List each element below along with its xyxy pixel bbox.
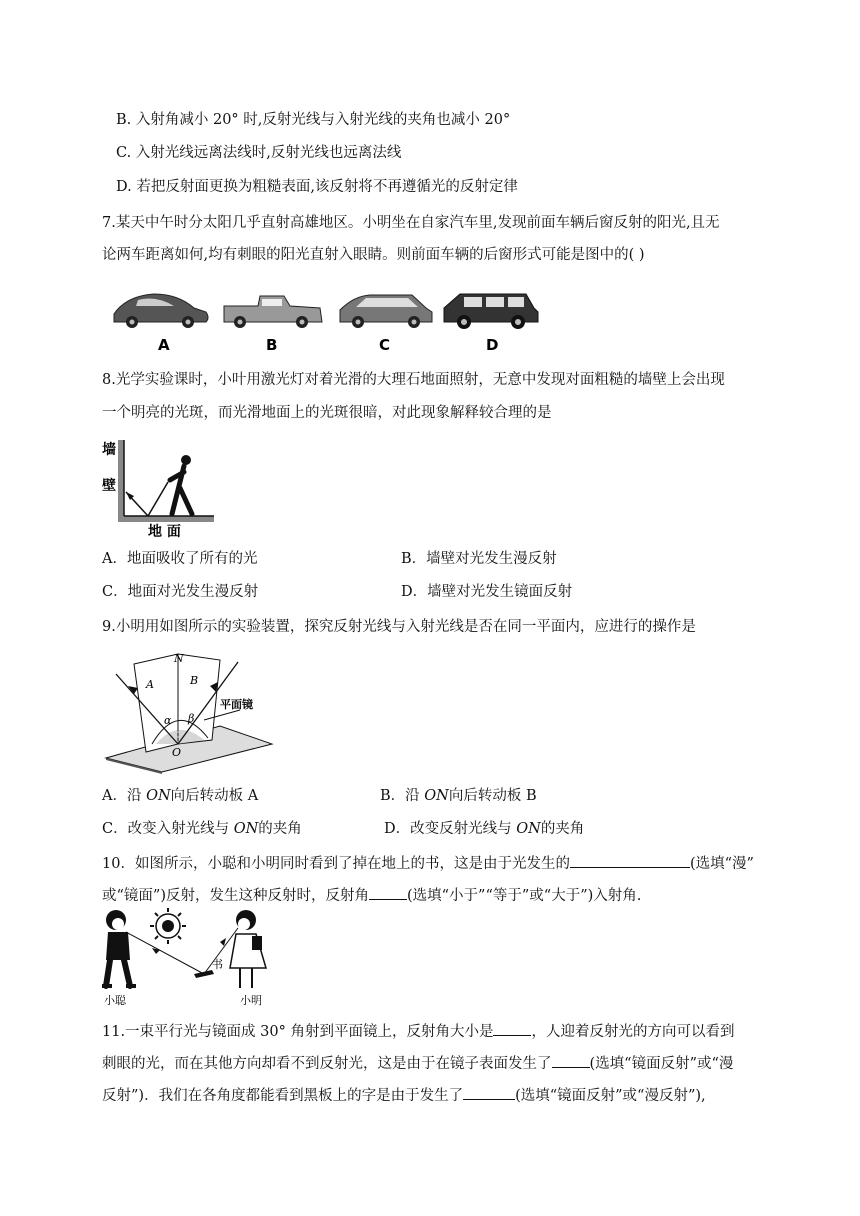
- car-b-icon: [224, 296, 322, 328]
- q8-option-a: A．地面吸收了所有的光: [102, 551, 258, 567]
- q6-option-d: D. 若把反射面更换为粗糙表面,该反射将不再遵循光的反射定律: [116, 179, 518, 195]
- label-o: O: [172, 746, 182, 759]
- q11-blank-1[interactable]: [493, 1021, 531, 1036]
- label-beta: β: [188, 712, 195, 725]
- car-d-icon: [444, 294, 538, 329]
- q11-blank-3[interactable]: [463, 1085, 515, 1100]
- q8-option-d: D．墙壁对光发生镜面反射: [401, 584, 573, 600]
- q9-apparatus-figure: [100, 648, 280, 774]
- q8-stem-line2: 一个明亮的光斑，而光滑地面上的光斑很暗，对此现象解释较合理的是: [102, 405, 552, 421]
- q8-option-b: B．墙壁对光发生漫反射: [401, 551, 557, 567]
- car-a-icon: [114, 294, 208, 328]
- q9-stem: 9.小明用如图所示的实验装置，探究反射光线与入射光线是否在同一平面内，应进行的操作是: [102, 619, 696, 635]
- q10-blank-2[interactable]: [369, 885, 407, 900]
- wall-label-1: 墙: [102, 442, 116, 458]
- label-board-a: A: [146, 678, 154, 691]
- q9-option-b: B．沿 ON向后转动板 B: [380, 788, 537, 804]
- q9-option-a: A．沿 ON向后转动板 A: [102, 788, 259, 804]
- q11-line2: 刺眼的光，而在其他方向却看不到反射光，这是由于在镜子表面发生了 (选填“镜面反射”或“漫: [102, 1053, 733, 1074]
- q6-option-c: C. 入射光线远离法线时,反射光线也远离法线: [116, 145, 402, 161]
- q8-option-c: C．地面对光发生漫反射: [102, 584, 259, 600]
- label-n: N: [174, 652, 184, 665]
- q11-line1: 11.一束平行光与镜面成 30° 角射到平面镜上，反射角大小是 ，人迎着反射光的方向可以看到: [102, 1021, 734, 1042]
- sun-icon: [150, 908, 186, 944]
- car-label-b: B: [266, 336, 278, 354]
- q7-cars-figure: [108, 288, 548, 356]
- label-alpha: α: [164, 714, 172, 727]
- q9-option-d: D．改变反射光线与 ON的夹角: [384, 821, 585, 837]
- label-mirror: 平面镜: [220, 698, 253, 711]
- ground-label: 地 面: [148, 524, 181, 538]
- girl-label: 小明: [240, 994, 262, 1007]
- q8-wall-floor-figure: [102, 432, 232, 538]
- car-label-a: A: [158, 336, 170, 354]
- girl-icon: [230, 910, 266, 988]
- q8-stem-line1: 8.光学实验课时，小叶用激光灯对着光滑的大理石地面照射，无意中发现对面粗糙的墙壁上会出现: [102, 372, 725, 388]
- car-c-icon: [340, 295, 432, 328]
- boy-label: 小聪: [104, 994, 126, 1007]
- car-label-d: D: [486, 336, 499, 354]
- label-board-b: B: [190, 674, 199, 687]
- q6-option-b: B. 入射角减小 20° 时,反射光线与入射光线的夹角也减小 20°: [116, 112, 511, 128]
- wall-label-2: 壁: [102, 478, 116, 494]
- boy-icon: [102, 910, 136, 986]
- q11-blank-2[interactable]: [552, 1053, 590, 1068]
- q10-blank-1[interactable]: [570, 853, 690, 868]
- q10-line1: 10．如图所示，小聪和小明同时看到了掉在地上的书，这是由于光发生的 (选填“漫”: [102, 853, 754, 874]
- q10-book-figure: [100, 906, 280, 1008]
- person-icon: [170, 455, 192, 514]
- car-label-c: C: [379, 336, 391, 354]
- q9-option-c: C．改变入射光线与 ON的夹角: [102, 821, 302, 837]
- q7-stem-line2: 论两车距离如何,均有刺眼的阳光直射入眼睛。则前面车辆的后窗形式可能是图中的( ): [102, 247, 645, 263]
- book-label: 书: [212, 958, 223, 971]
- q11-line3: 反射”)．我们在各角度都能看到黑板上的字是由于发生了 (选填“镜面反射”或“漫反射”),: [102, 1085, 706, 1106]
- q7-stem-line1: 7.某天中午时分太阳几乎直射高雄地区。小明坐在自家汽车里,发现前面车辆后窗反射的阳光,且无: [102, 215, 720, 231]
- q10-line2: 或“镜面”)反射，发生这种反射时，反射角 (选填“小于”“等于”或“大于”)入射角.: [102, 885, 641, 906]
